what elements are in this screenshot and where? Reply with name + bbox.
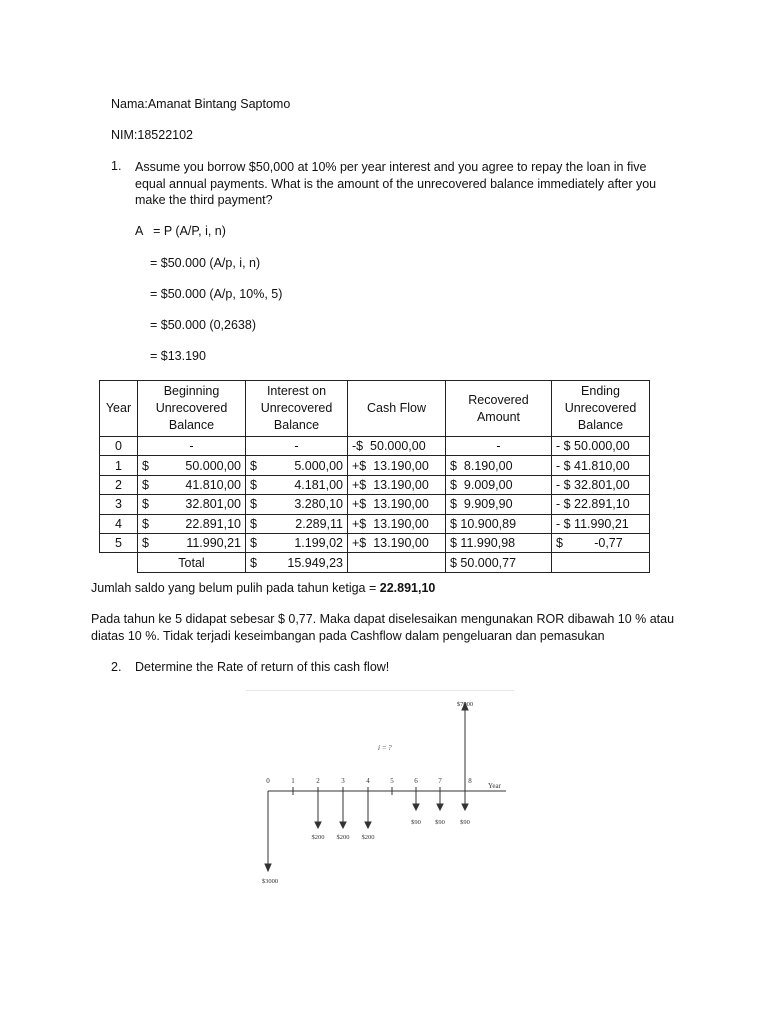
header-cash-flow: Cash Flow: [348, 381, 446, 437]
question-1-number: 1.: [111, 159, 122, 173]
arrowhead: [340, 822, 346, 828]
empty-cell: [348, 553, 446, 572]
arrows: [265, 703, 468, 871]
student-nim: NIM:18522102: [111, 128, 194, 142]
year-label: 6: [414, 777, 418, 785]
cell-interest: [246, 456, 348, 475]
cell-year: 4: [100, 514, 138, 533]
amount-label-bottom: $3000: [261, 878, 279, 885]
cell-ending: - $ 11.990,21: [552, 514, 650, 533]
cell-beginning: [138, 456, 246, 475]
cell-value: 3.280,10: [294, 497, 343, 512]
cell-interest: [246, 475, 348, 494]
cell-value: 15.949,23: [287, 555, 343, 570]
cell-year: 3: [100, 495, 138, 514]
formula-line: = $50.000 (A/p, 10%, 5): [150, 287, 283, 301]
cell-recovered: $ 9.909,90: [446, 495, 552, 514]
table-total-row: [100, 553, 650, 572]
table-row: [100, 533, 650, 552]
table-row: [100, 514, 650, 533]
question-1-text: Assume you borrow $50,000 at 10% per year interest and you agree to repay the loan in five equal annual payments. What is the amount of the unrecovered balance immediately after you make the third payment?: [135, 160, 657, 207]
cell-value: 4.181,00: [294, 477, 343, 492]
cell-value: 11.990,21: [186, 536, 241, 551]
cell-cash-flow: +$ 13.190,00: [348, 495, 446, 514]
currency-sign: $: [142, 516, 149, 531]
cell-ending: - $ 22.891,10: [552, 495, 650, 514]
amount-label-200: $200: [311, 834, 325, 841]
cell-value: 5.000,00: [294, 458, 343, 473]
cell-year: 2: [100, 475, 138, 494]
cell-cash-flow: +$ 13.190,00: [348, 475, 446, 494]
arrowhead: [365, 822, 371, 828]
summary-label: Jumlah saldo yang belum pulih pada tahun ketiga =: [91, 581, 380, 595]
summary-value: 22.891,10: [379, 581, 436, 595]
header-ending-balance: Ending Unrecovered Balance: [552, 381, 650, 437]
cell-ending: - $ 41.810,00: [552, 456, 650, 475]
year-label: 1: [291, 777, 295, 785]
arrowhead: [413, 804, 419, 810]
cell-year: 5: [100, 533, 138, 552]
header-beginning-balance: Beginning Unrecovered Balance: [138, 381, 246, 437]
header-year: Year: [100, 381, 138, 437]
currency-sign: $: [142, 458, 149, 473]
currency-sign: $: [250, 458, 257, 473]
cell-beginning: [138, 495, 246, 514]
cell-ending: $ -0,77: [552, 533, 650, 552]
cell-interest: [246, 514, 348, 533]
table-row: [100, 456, 650, 475]
currency-sign: $: [250, 555, 257, 570]
arrowhead: [437, 804, 443, 810]
cell-recovered: $ 10.900,89: [446, 514, 552, 533]
amount-label-90: $90: [460, 819, 470, 826]
cell-interest: -: [246, 437, 348, 456]
cell-value: 41.810,00: [185, 477, 241, 492]
year-label: 4: [366, 777, 370, 785]
formula-line: = $50.000 (A/p, i, n): [150, 256, 261, 270]
formula-line: = $13.190: [150, 349, 206, 363]
axis-label: Year: [488, 782, 501, 790]
amount-label-90: $90: [411, 819, 421, 826]
question-2-text: Determine the Rate of return of this cash flow!: [135, 660, 390, 674]
arrowhead: [315, 822, 321, 828]
total-recovered: $ 50.000,77: [446, 553, 552, 572]
cell-interest: [246, 533, 348, 552]
header-interest: Interest on Unrecovered Balance: [246, 381, 348, 437]
currency-sign: $: [142, 497, 149, 512]
cell-cash-flow: +$ 13.190,00: [348, 533, 446, 552]
student-name: Nama:Amanat Bintang Saptomo: [111, 97, 291, 111]
cell-cash-flow: -$ 50.000,00: [348, 437, 446, 456]
currency-sign: $: [250, 497, 257, 512]
cell-value: 22.891,10: [185, 516, 241, 531]
empty-cell: [552, 553, 650, 572]
empty-cell: [100, 553, 138, 572]
year-label: 0: [266, 777, 270, 785]
year-label: 3: [341, 777, 345, 785]
cell-beginning: -: [138, 437, 246, 456]
cell-recovered: $ 11.990,98: [446, 533, 552, 552]
formula-line: = $50.000 (0,2638): [150, 318, 256, 332]
cell-interest: [246, 495, 348, 514]
amount-label-top: $7000: [456, 701, 474, 708]
currency-sign: $: [250, 516, 257, 531]
formula-line: A = P (A/P, i, n): [135, 224, 226, 238]
summary-line: [91, 581, 435, 595]
cell-recovered: $ 9.009,00: [446, 475, 552, 494]
currency-sign: $: [142, 536, 149, 551]
cash-flow-diagram: [246, 690, 514, 890]
unrecovered-balance-table: [99, 380, 650, 573]
table-row: [100, 437, 650, 456]
cell-beginning: [138, 533, 246, 552]
cell-beginning: [138, 514, 246, 533]
rate-label: i = ?: [378, 744, 392, 752]
year-labels: [266, 777, 472, 785]
summary-paragraph: Pada tahun ke 5 didapat sebesar $ 0,77. Maka dapat diselesaikan mengunakan ROR dibawah 10 % atau diatas 10 %. Tidak terjadi keseimbangan pada Cashflow dalam pengeluaran dan pemasukan: [91, 612, 675, 643]
cell-value: 2.289,11: [295, 516, 343, 531]
cell-recovered: -: [446, 437, 552, 456]
cell-year: 1: [100, 456, 138, 475]
year-label: 7: [438, 777, 442, 785]
amount-label-200: $200: [361, 834, 375, 841]
question-2-number: 2.: [111, 660, 122, 674]
currency-sign: $: [250, 477, 257, 492]
total-interest: [246, 553, 348, 572]
cell-year: 0: [100, 437, 138, 456]
cell-cash-flow: +$ 13.190,00: [348, 456, 446, 475]
cell-ending: - $ 50.000,00: [552, 437, 650, 456]
cell-value: 50.000,00: [185, 458, 241, 473]
table-row: [100, 495, 650, 514]
currency-sign: $: [250, 536, 257, 551]
header-recovered-amount: Recovered Amount: [446, 381, 552, 437]
year-label: 2: [316, 777, 320, 785]
cell-recovered: $ 8.190,00: [446, 456, 552, 475]
arrowhead: [462, 804, 468, 810]
cell-beginning: [138, 475, 246, 494]
total-label: Total: [138, 553, 246, 572]
year-label: 5: [390, 777, 394, 785]
cell-cash-flow: +$ 13.190,00: [348, 514, 446, 533]
amount-label-90: $90: [435, 819, 445, 826]
year-label: 8: [468, 777, 472, 785]
arrowhead: [265, 864, 271, 871]
cell-value: 1.199,02: [294, 536, 343, 551]
table-header-row: [100, 381, 650, 437]
cell-value: 32.801,00: [185, 497, 241, 512]
cell-ending: - $ 32.801,00: [552, 475, 650, 494]
table-row: [100, 475, 650, 494]
amount-label-200: $200: [336, 834, 350, 841]
currency-sign: $: [142, 477, 149, 492]
